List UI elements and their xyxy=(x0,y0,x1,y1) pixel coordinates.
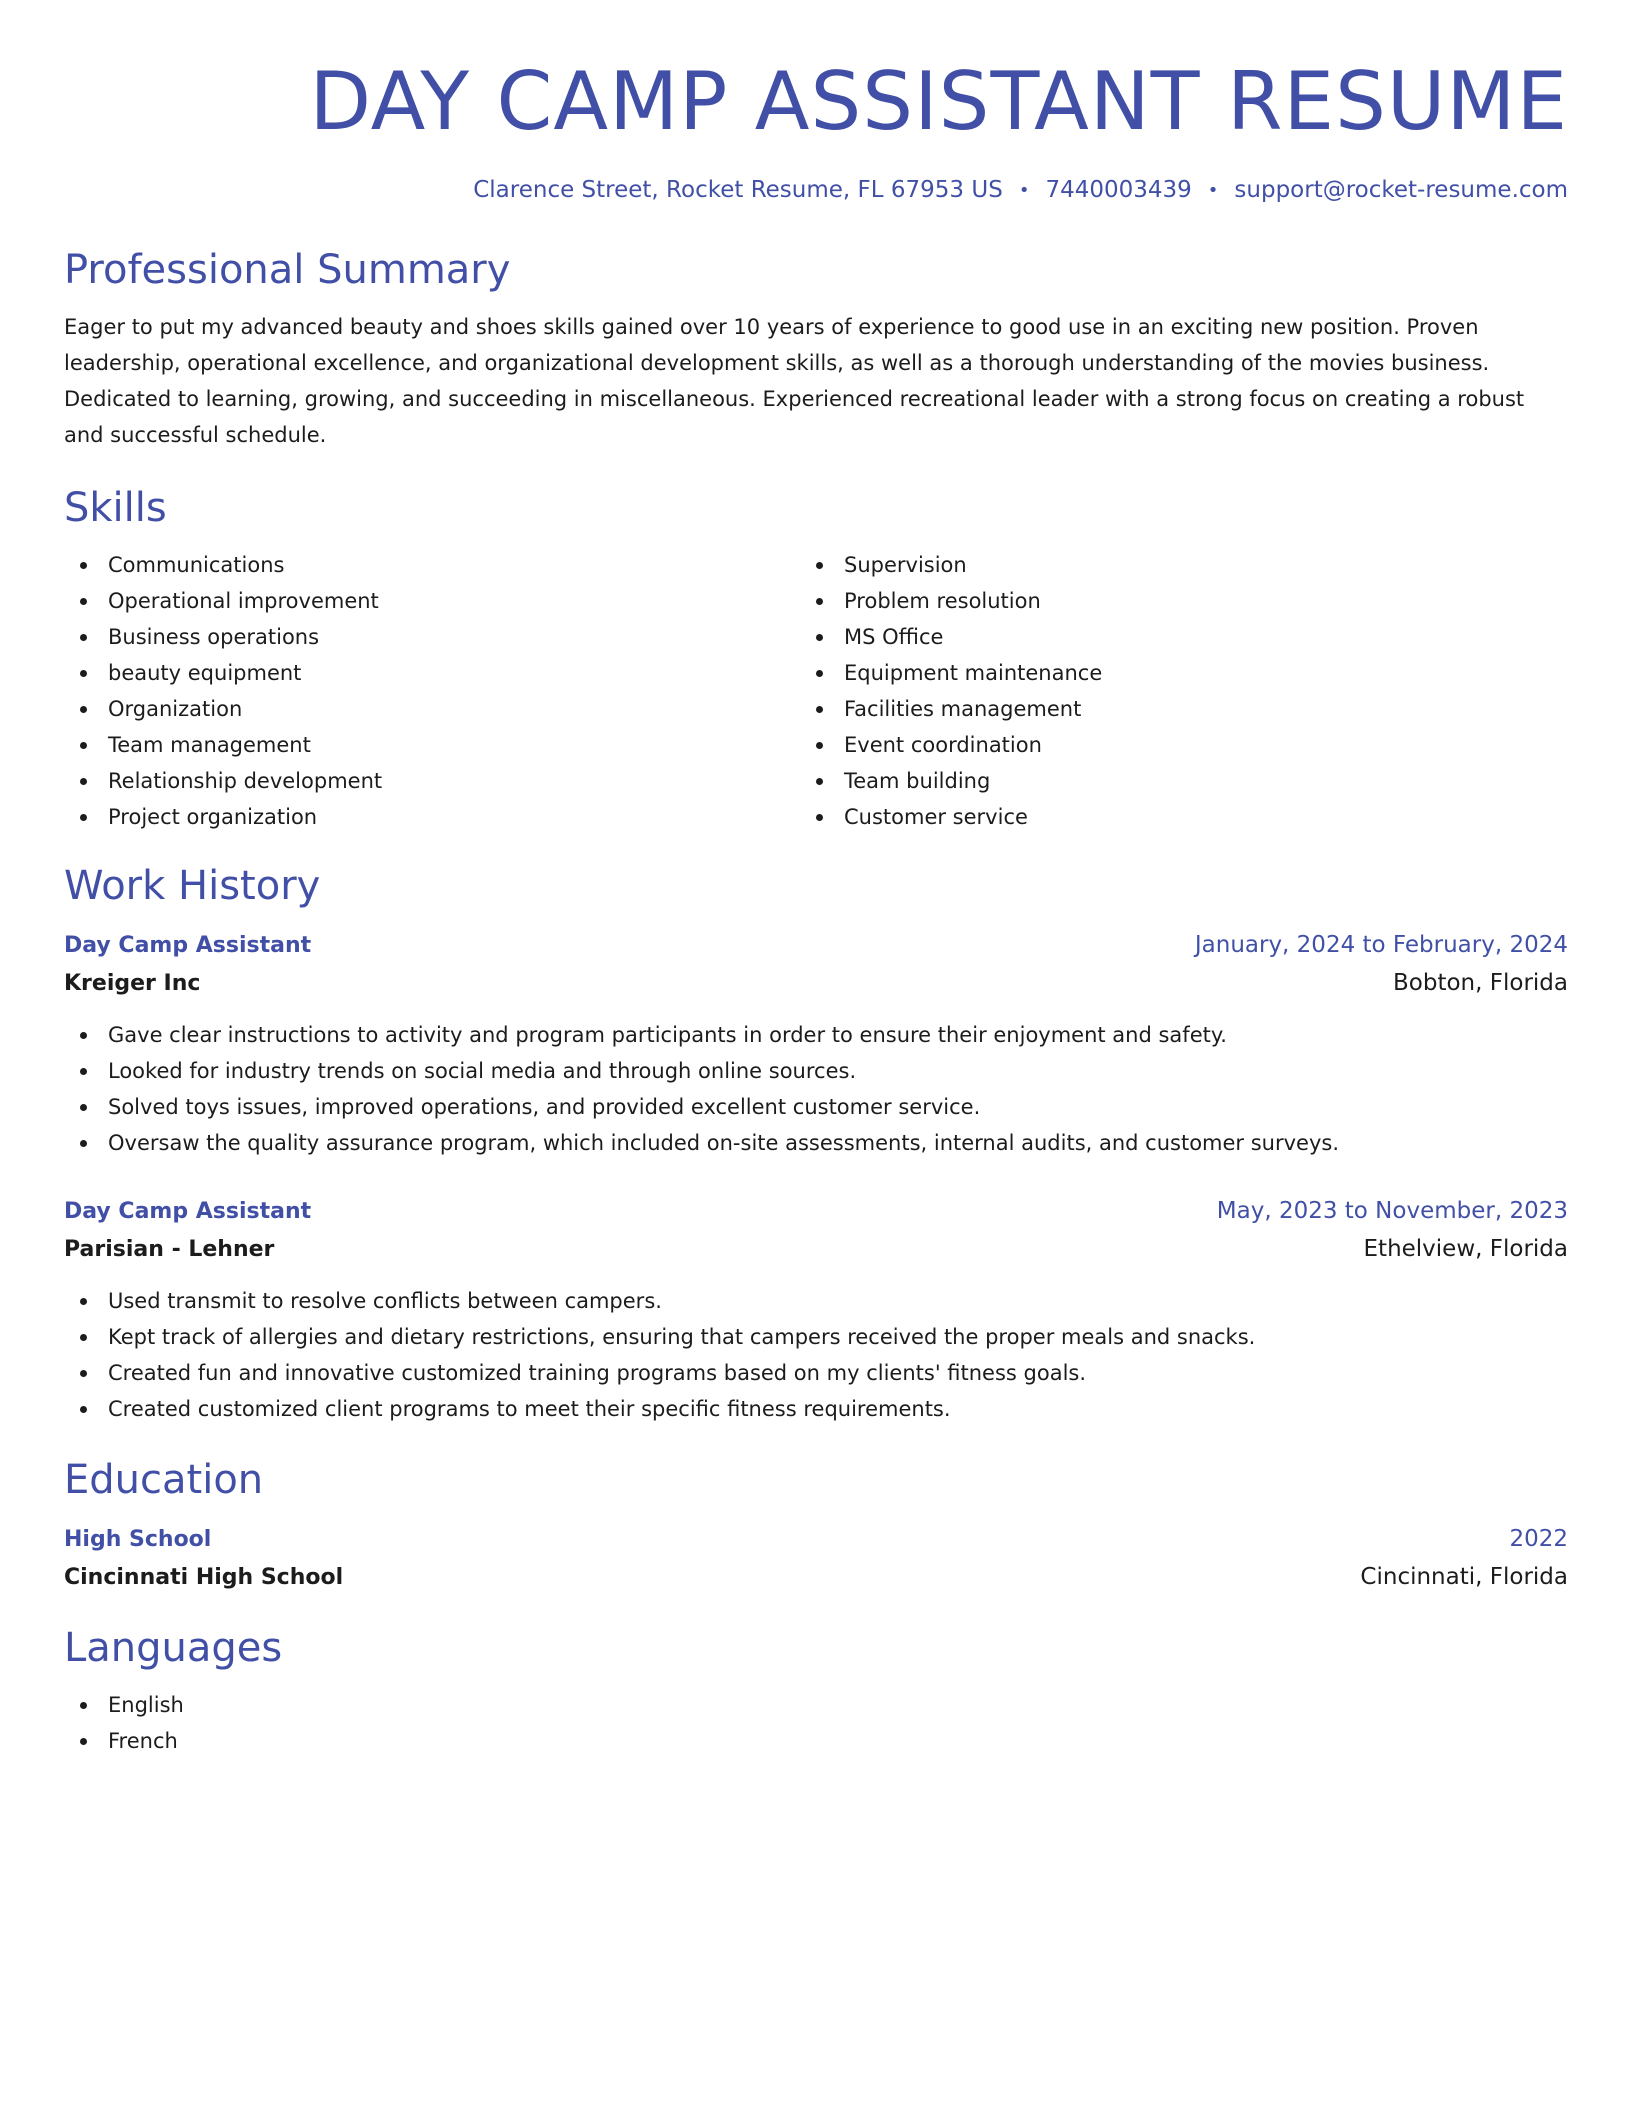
skill-item: beauty equipment xyxy=(64,655,800,691)
job-title-row xyxy=(64,927,1568,964)
language-item: English xyxy=(64,1687,1568,1723)
section-heading: Skills xyxy=(64,484,167,531)
education-year: 2022 xyxy=(1509,1525,1568,1552)
skills-section xyxy=(64,483,1568,835)
skills-column-left xyxy=(64,547,800,835)
skill-item: Facilities management xyxy=(800,691,1536,727)
skill-item: Team management xyxy=(64,727,800,763)
job-title: Day Camp Assistant xyxy=(64,1198,312,1224)
contact-line xyxy=(64,174,1568,207)
job-title: Day Camp Assistant xyxy=(64,932,312,958)
job-location: Ethelview, Florida xyxy=(1363,1235,1568,1262)
skill-item: Equipment maintenance xyxy=(800,655,1536,691)
contact-address: Clarence Street, Rocket Resume, FL 67953 US xyxy=(473,177,1003,203)
summary-paragraph: Eager to put my advanced beauty and shoes skills gained over 10 years of experience to good use in an exciting new position. Proven leadership, operational excellence, and organizational development skills, as well as a thorough understanding of the movies business. Dedicated to learning, growing, and succeeding in miscellaneous. Experienced recreational leader with a strong focus on creating a robust and successful schedule. xyxy=(64,314,1525,447)
languages-section xyxy=(64,1623,1568,1759)
job-duties-list xyxy=(64,1017,1568,1161)
section-heading: Professional Summary xyxy=(64,246,511,293)
skill-item: Customer service xyxy=(800,799,1536,835)
job-duty: Solved toys issues, improved operations, and provided excellent customer service. xyxy=(64,1089,1568,1125)
job-employer-row xyxy=(64,1230,1568,1269)
section-heading: Work History xyxy=(64,862,321,909)
skill-item: MS Office xyxy=(800,619,1536,655)
job-employer: Parisian - Lehner xyxy=(64,1236,275,1262)
languages-list xyxy=(64,1687,1568,1759)
education-degree: High School xyxy=(64,1526,212,1552)
language-item: French xyxy=(64,1723,1568,1759)
contact-phone: 7440003439 xyxy=(1045,177,1192,203)
contact-separator: • xyxy=(1018,179,1030,201)
skill-item: Relationship development xyxy=(64,763,800,799)
education-school: Cincinnati High School xyxy=(64,1564,344,1590)
skill-item: Project organization xyxy=(64,799,800,835)
resume-title: DAY CAMP ASSISTANT RESUME xyxy=(309,55,1568,148)
skill-item: Operational improvement xyxy=(64,583,800,619)
skill-item: Business operations xyxy=(64,619,800,655)
job-duty: Kept track of allergies and dietary restrictions, ensuring that campers received the proper meals and snacks. xyxy=(64,1319,1568,1355)
job-duty: Oversaw the quality assurance program, which included on-site assessments, internal audits, and customer surveys. xyxy=(64,1125,1568,1161)
job-title-row xyxy=(64,1193,1568,1230)
skills-grid xyxy=(64,547,1568,835)
job-entry xyxy=(64,1193,1568,1427)
education-school-row xyxy=(64,1558,1568,1597)
education-location: Cincinnati, Florida xyxy=(1360,1563,1568,1590)
job-dates: May, 2023 to November, 2023 xyxy=(1216,1197,1568,1224)
skill-item: Team building xyxy=(800,763,1536,799)
job-employer: Kreiger Inc xyxy=(64,970,201,996)
job-duty: Looked for industry trends on social media and through online sources. xyxy=(64,1053,1568,1089)
work-history-section xyxy=(64,861,1568,1427)
resume-header xyxy=(64,0,1568,207)
job-dates: January, 2024 to February, 2024 xyxy=(1194,931,1568,958)
education-entry xyxy=(64,1521,1568,1597)
job-duty: Used transmit to resolve conflicts between campers. xyxy=(64,1283,1568,1319)
education-degree-row xyxy=(64,1521,1568,1558)
job-duty: Gave clear instructions to activity and program participants in order to ensure their enjoyment and safety. xyxy=(64,1017,1568,1053)
contact-email: support@rocket-resume.com xyxy=(1234,177,1568,203)
skill-item: Supervision xyxy=(800,547,1536,583)
job-duties-list xyxy=(64,1283,1568,1427)
section-heading: Languages xyxy=(64,1624,283,1671)
skill-item: Problem resolution xyxy=(800,583,1536,619)
section-heading: Education xyxy=(64,1456,264,1503)
skills-column-right xyxy=(800,547,1536,835)
job-duty: Created customized client programs to meet their specific fitness requirements. xyxy=(64,1391,1568,1427)
job-duty: Created fun and innovative customized training programs based on my clients' fitness goals. xyxy=(64,1355,1568,1391)
skill-item: Event coordination xyxy=(800,727,1536,763)
job-location: Bobton, Florida xyxy=(1393,969,1568,996)
professional-summary-section xyxy=(64,245,1568,453)
education-section xyxy=(64,1455,1568,1597)
contact-separator: • xyxy=(1207,179,1219,201)
job-employer-row xyxy=(64,964,1568,1003)
skill-item: Organization xyxy=(64,691,800,727)
job-entry xyxy=(64,927,1568,1161)
skill-item: Communications xyxy=(64,547,800,583)
